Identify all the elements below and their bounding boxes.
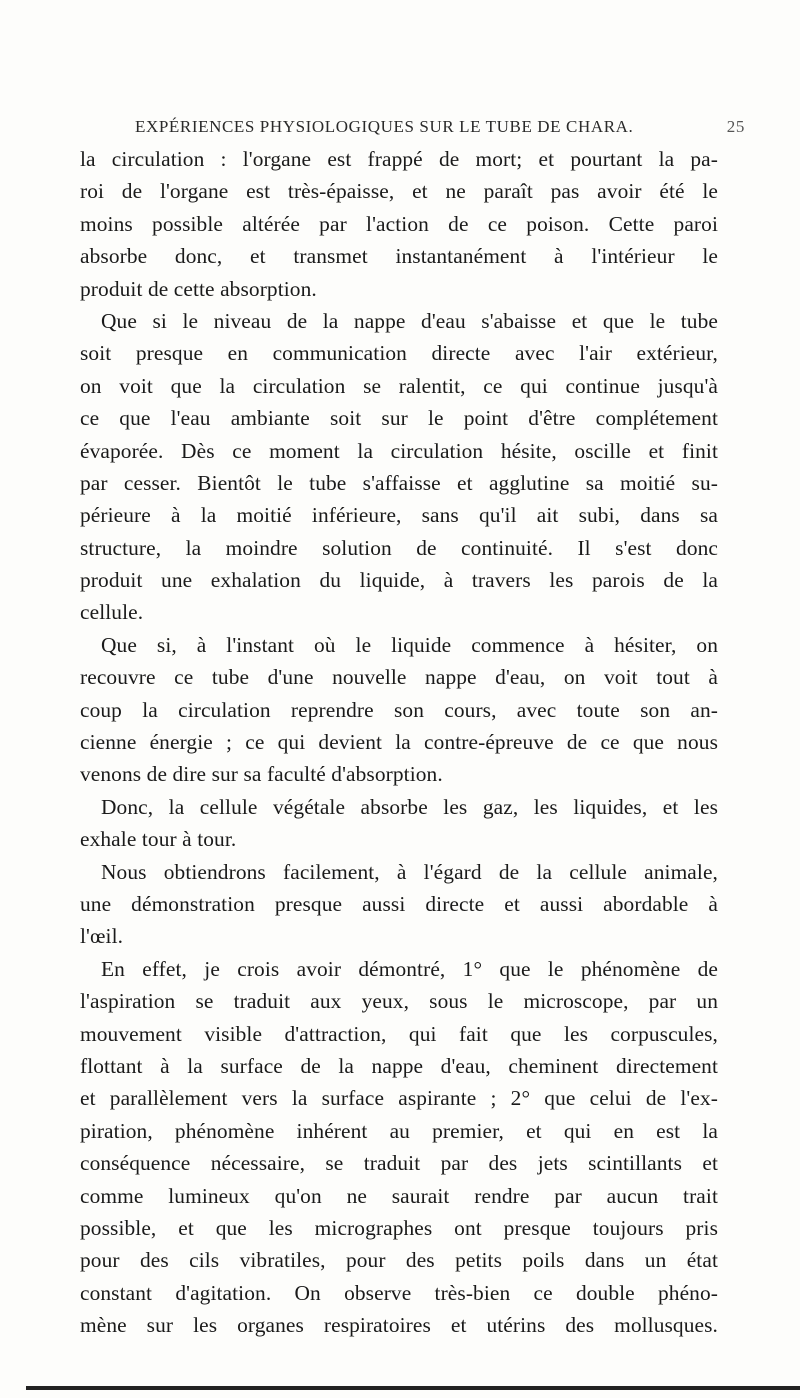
text-line: mouvement visible d'attraction, qui fait que les corpuscules, xyxy=(80,1021,718,1046)
text-line: Donc, la cellule végétale absorbe les gaz, les liquides, et les xyxy=(101,794,718,819)
text-line: produit de cette absorption. xyxy=(80,276,317,301)
page-number: 25 xyxy=(726,117,745,136)
text-line: absorbe donc, et transmet instantanément à l'intérieur le xyxy=(80,244,718,269)
text-line: roi de l'organe est très-épaisse, et ne paraît pas avoir été le xyxy=(80,179,718,204)
text-line: venons de dire sur sa faculté d'absorption. xyxy=(80,762,443,787)
running-header xyxy=(135,117,745,137)
text-line: cellule. xyxy=(80,600,144,625)
text-line: une démonstration presque aussi directe et aussi abordable à xyxy=(80,891,718,916)
text-line: et parallèlement vers la surface aspirante ; 2° que celui de l'ex- xyxy=(80,1086,718,1111)
text-line: comme lumineux qu'on ne saurait rendre par aucun trait xyxy=(80,1183,718,1208)
text-line: mène sur les organes respiratoires et utérins des mollusques. xyxy=(80,1313,718,1338)
text-line: recouvre ce tube d'une nouvelle nappe d'eau, on voit tout à xyxy=(80,665,718,690)
text-line: cienne énergie ; ce qui devient la contre-épreuve de ce que nous xyxy=(80,730,718,755)
text-line: conséquence nécessaire, se traduit par des jets scintillants et xyxy=(80,1151,718,1176)
text-line: évaporée. Dès ce moment la circulation hésite, oscille et finit xyxy=(80,438,718,463)
text-line: ce que l'eau ambiante soit sur le point d'être complétement xyxy=(80,406,718,431)
text-line: exhale tour à tour. xyxy=(80,827,237,852)
text-line: par cesser. Bientôt le tube s'affaisse et agglutine sa moitié su- xyxy=(80,470,718,495)
text-line: l'aspiration se traduit aux yeux, sous le microscope, par un xyxy=(80,989,718,1014)
text-line: périeure à la moitié inférieure, sans qu'il ait subi, dans sa xyxy=(80,503,718,528)
text-line: pour des cils vibratiles, pour des petits poils dans un état xyxy=(80,1248,718,1273)
text-line: Que si le niveau de la nappe d'eau s'abaisse et que le tube xyxy=(101,308,718,333)
text-line: En effet, je crois avoir démontré, 1° que le phénomène de xyxy=(101,956,718,981)
text-line: possible, et que les micrographes ont presque toujours pris xyxy=(80,1215,718,1240)
text-line: la circulation : l'organe est frappé de mort; et pourtant la pa- xyxy=(80,147,718,171)
text-line: flottant à la surface de la nappe d'eau, cheminent directement xyxy=(80,1053,718,1078)
running-title: EXPÉRIENCES PHYSIOLOGIQUES SUR LE TUBE DE CHARA. xyxy=(135,117,634,136)
text-line: structure, la moindre solution de continuité. Il s'est donc xyxy=(80,535,718,560)
text-line: produit une exhalation du liquide, à travers les parois de la xyxy=(80,568,718,593)
body-text xyxy=(80,143,718,1341)
text-line: on voit que la circulation se ralentit, ce qui continue jusqu'à xyxy=(80,373,718,398)
text-line: soit presque en communication directe avec l'air extérieur, xyxy=(80,341,718,366)
text-line: Nous obtiendrons facilement, à l'égard de la cellule animale, xyxy=(101,859,718,884)
text-line: piration, phénomène inhérent au premier, et qui en est la xyxy=(80,1118,718,1143)
text-line: moins possible altérée par l'action de ce poison. Cette paroi xyxy=(80,211,718,236)
text-line: coup la circulation reprendre son cours, avec toute son an- xyxy=(80,697,718,722)
text-line: constant d'agitation. On observe très-bien ce double phéno- xyxy=(80,1280,718,1305)
text-line: l'œil. xyxy=(80,924,124,949)
page-bottom-edge xyxy=(26,1386,800,1390)
text-line: Que si, à l'instant où le liquide commence à hésiter, on xyxy=(101,632,718,657)
